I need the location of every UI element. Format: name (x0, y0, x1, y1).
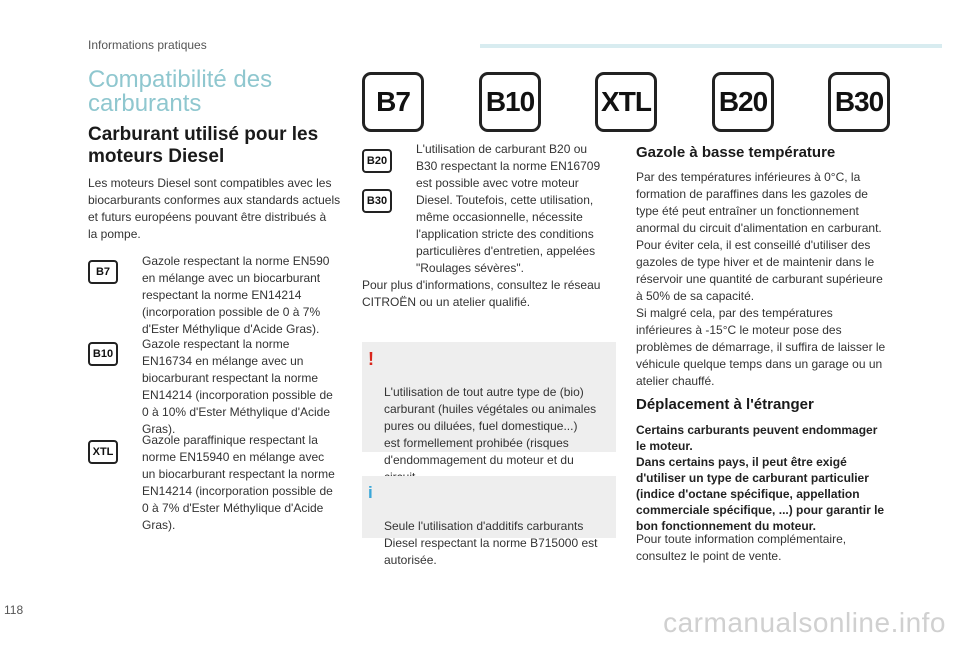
badge-b30-small: B30 (362, 189, 392, 213)
badge-xtl-large: XTL (595, 72, 657, 132)
page-number: 118 (4, 603, 24, 617)
badge-b7-large: B7 (362, 72, 424, 132)
b7-description: Gazole respectant la norme EN590 en mélange avec un biocarburant respectant la norme EN14214 (incorporation possible de 0 à 7% d'Ester Méthylique d'Acide Gras). (142, 254, 330, 336)
badge-b10-large: B10 (479, 72, 541, 132)
abroad-heading: Déplacement à l'étranger (636, 396, 814, 413)
cold-text: Par des températures inférieures à 0°C, la formation de paraffines dans les gazoles de type été peut entraîner un fonctionnement anormal du circuit d'alimentation en carburant. Pour éviter cela, il est conseillé d'utiliser des gazoles de type hiver et de maintenir dans le réservoir une quantité de carburant supérieure à 50% de sa capacité. Si malgré cela, par des températures inférieures à -15°C le moteur pose des problèmes de démarrage, il suffira de laisser le véhicule quelque temps dans un garage ou un atelier chauffé. (636, 170, 886, 388)
warning-text: L'utilisation de tout autre type de (bio) carburant (huiles végétales ou animales pures ou diluées, fuel domestique...) est formellement prohibée (risques d'endommagement du moteur et du (384, 385, 597, 467)
badge-xtl-small: XTL (88, 440, 118, 464)
watermark: carmanualsonline.info (663, 607, 946, 638)
abroad-warning-text: Certains carburants peuvent endommager le moteur. Dans certains pays, il peut être exigé d'utiliser un type de carburant particulier (indice d'octane spécifique, appellation commerciale spécifique, ...) pour garantir le bon fonctionnement du moteur. (636, 423, 885, 533)
page-title: Compatibilité des carburants (88, 66, 273, 117)
warning-note (362, 342, 616, 467)
more-info-text: Pour plus d'informations, consultez le réseau CITROËN ou un atelier qualifié. (362, 278, 601, 309)
abroad-text: Pour toute information complémentaire, consultez le point de vente. (636, 532, 847, 563)
info-text: Seule l'utilisation d'additifs carburants Diesel respectant la norme B715000 est autorisée. (384, 519, 598, 567)
badge-b7-small: B7 (88, 260, 118, 284)
badge-b30-large: B30 (828, 72, 890, 132)
header-rule (480, 44, 942, 48)
info-note (362, 476, 616, 567)
warning-icon: ! (368, 349, 374, 369)
badge-b20-small: B20 (362, 149, 392, 173)
badge-b10-small: B10 (88, 342, 118, 366)
b10-description: Gazole respectant la norme EN16734 en mélange avec un biocarburant respectant la norme EN14214 (incorporation possible de 0 à 10% d'Ester Méthylique d'Acide Gras). (142, 337, 333, 436)
b20-b30-description: L'utilisation de carburant B20 ou B30 respectant la norme EN16709 est possible avec votre moteur Diesel. Toutefois, cette utilisation, même occasionnelle, nécessite l'application stricte des conditions particulières d'entretien, appelées "Roulages sévères". (416, 142, 601, 275)
cold-heading: Gazole à basse température (636, 144, 836, 161)
badge-b20-large: B20 (712, 72, 774, 132)
xtl-description: Gazole paraffinique respectant la norme EN15940 en mélange avec un biocarburant respectant la norme EN14214 (incorporation possible de 0 à 7% d'Ester Méthylique d'Acide Gras). (142, 433, 335, 532)
diesel-intro: Les moteurs Diesel sont compatibles avec les biocarburants conformes aux standards actuels et futurs européens pouvant être distribués à la pompe. (88, 176, 341, 241)
section-header: Informations pratiques (88, 38, 207, 52)
diesel-heading: Carburant utilisé pour les moteurs Diesel (88, 124, 319, 167)
info-icon: i (368, 483, 373, 502)
